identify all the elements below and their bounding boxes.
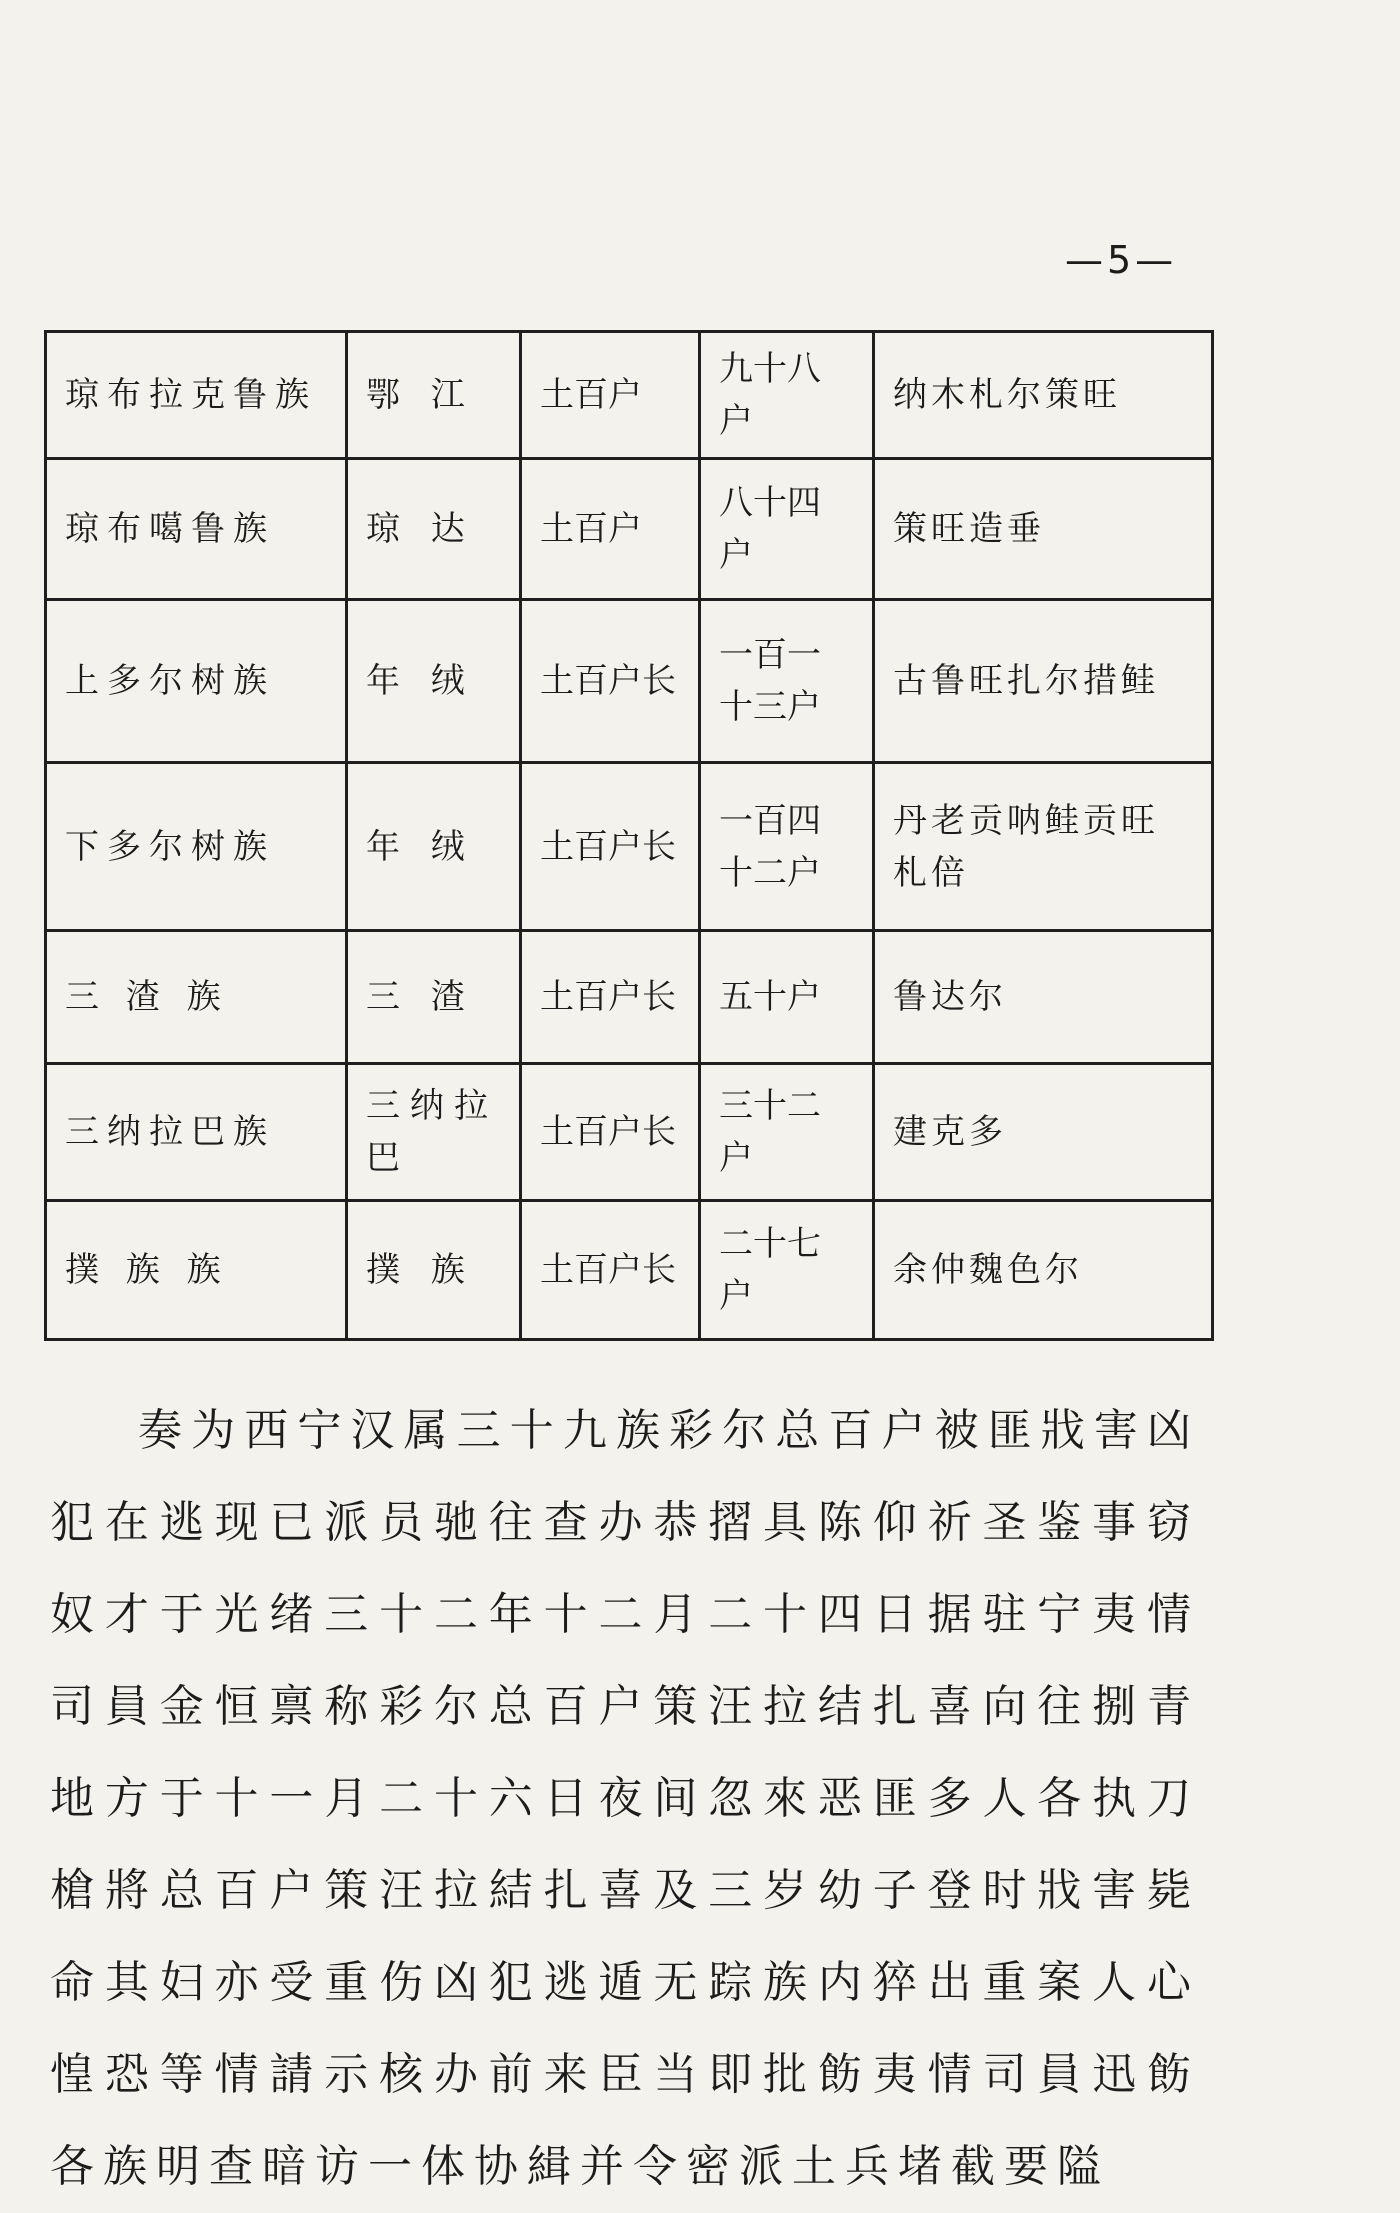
- chief-name-cell: 纳木札尔策旺: [874, 332, 1213, 459]
- chief-name-cell: 建克多: [874, 1064, 1213, 1201]
- household-count-cell: 五十户: [700, 931, 874, 1064]
- rank-cell: 土百户: [521, 332, 700, 459]
- household-count-cell: 八十四户: [700, 459, 874, 600]
- household-count-cell: 九十八户: [700, 332, 874, 459]
- chief-name-cell: 余仲魏色尔: [874, 1201, 1213, 1340]
- location-cell: 鄂 江: [347, 332, 521, 459]
- location-cell: 年 绒: [347, 763, 521, 931]
- location-cell: 琼 达: [347, 459, 521, 600]
- tribe-name-cell: 上多尔树族: [46, 600, 347, 763]
- memorial-text: 奏为西宁汉属三十九族彩尔总百户被匪戕害凶犯在逃现已派员驰往查办恭摺具陈仰祈圣鉴事窃奴才于光绪三十二年十二月二十四日据驻宁夷情司員金恒禀称彩尔总百户策汪拉结扎喜向往捌青地方于十一月二十六日夜间忽來恶匪多人各执刀槍將总百户策汪拉結扎喜及三岁幼子登时戕害毙命其妇亦受重伤凶犯逃遁无踪族内猝出重案人心惶恐等情請示核办前来臣当即批飭夷情司員迅飭各族明查暗访一体协緝并令密派土兵堵截要隘: [50, 1405, 1200, 2192]
- tribe-name-cell: 三 渣 族: [46, 931, 347, 1064]
- table-row: [46, 1064, 1213, 1201]
- location-cell: 年 绒: [347, 600, 521, 763]
- tribe-name-cell: 下多尔树族: [46, 763, 347, 931]
- page-number: —5—: [1065, 238, 1178, 282]
- location-cell: 撲 族: [347, 1201, 521, 1340]
- tribe-name-cell: 三纳拉巴族: [46, 1064, 347, 1201]
- household-count-cell: 一百四十二户: [700, 763, 874, 931]
- rank-cell: 土百户长: [521, 931, 700, 1064]
- table-row: [46, 459, 1213, 600]
- household-count-cell: 一百一十三户: [700, 600, 874, 763]
- rank-cell: 土百户长: [521, 1064, 700, 1201]
- location-cell: 三纳拉巴: [347, 1064, 521, 1201]
- rank-cell: 土百户长: [521, 763, 700, 931]
- tribe-name-cell: 撲 族 族: [46, 1201, 347, 1340]
- rank-cell: 土百户长: [521, 600, 700, 763]
- table-row: [46, 931, 1213, 1064]
- rank-cell: 土百户: [521, 459, 700, 600]
- tribe-name-cell: 琼布拉克鲁族: [46, 332, 347, 459]
- location-cell: 三 渣: [347, 931, 521, 1064]
- tribe-name-cell: 琼布噶鲁族: [46, 459, 347, 600]
- table-row: [46, 600, 1213, 763]
- rank-cell: 土百户长: [521, 1201, 700, 1340]
- table-row: [46, 332, 1213, 459]
- chief-name-cell: 丹老贡呐鲑贡旺札倍: [874, 763, 1213, 931]
- tribe-table: [44, 330, 1202, 1341]
- table-row: [46, 1201, 1213, 1340]
- household-count-cell: 二十七户: [700, 1201, 874, 1340]
- chief-name-cell: 古鲁旺扎尔措鲑: [874, 600, 1213, 763]
- household-count-cell: 三十二户: [700, 1064, 874, 1201]
- chief-name-cell: 鲁达尔: [874, 931, 1213, 1064]
- table-row: [46, 763, 1213, 931]
- chief-name-cell: 策旺造垂: [874, 459, 1213, 600]
